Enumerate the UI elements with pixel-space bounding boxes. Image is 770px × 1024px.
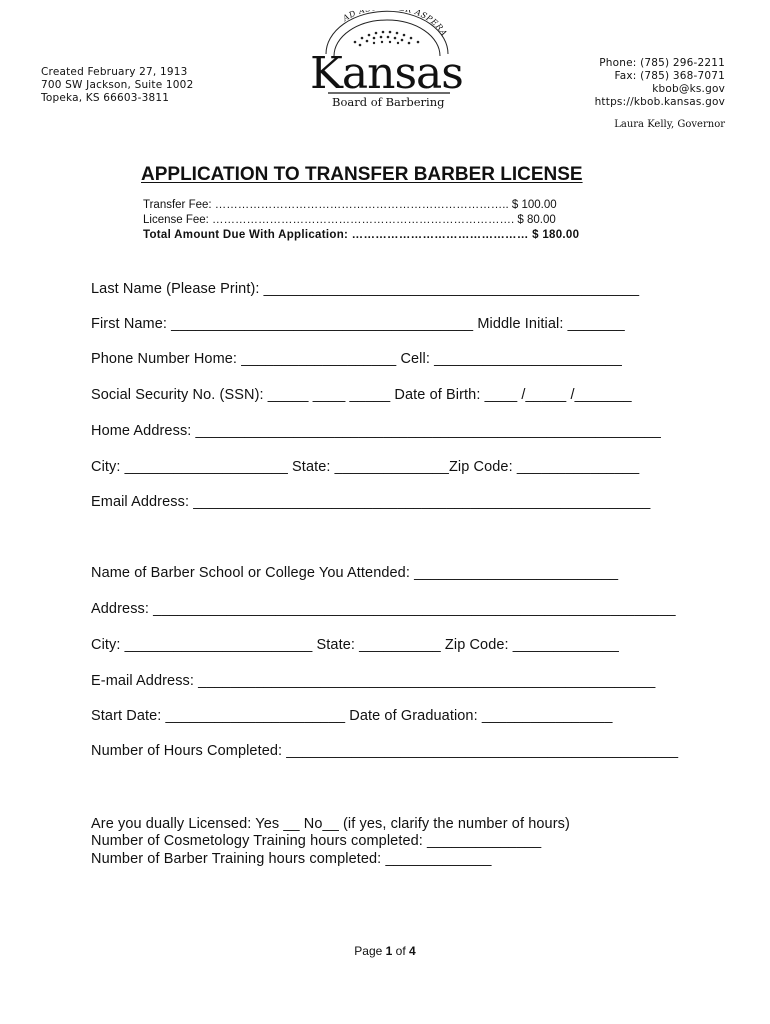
last-name-field[interactable]: Last Name (Please Print): ______________________________________________	[91, 281, 640, 297]
page-word: Page	[354, 944, 383, 958]
cosmetology-hours-field[interactable]: Number of Cosmetology Training hours completed: ______________	[91, 833, 542, 849]
email-field[interactable]: Email Address: ________________________________________________________	[91, 494, 651, 510]
total-due-line: Total Amount Due With Application: ……………………………………… $ 180.00	[143, 229, 580, 241]
logo-board-name: Board of Barbering	[332, 95, 445, 109]
city-state-zip-field[interactable]: City: ____________________ State: ______________Zip Code: _______________	[91, 459, 640, 475]
school-name-field[interactable]: Name of Barber School or College You Attended: _________________________	[91, 565, 619, 581]
first-name-field[interactable]: First Name: _____________________________________ Middle Initial: _______	[91, 316, 625, 332]
school-city-state-zip-field[interactable]: City: _______________________ State: __________ Zip Code: _____________	[91, 637, 619, 653]
logo-state-name: Kansas	[310, 48, 463, 99]
ssn-dob-field[interactable]: Social Security No. (SSN): _____ ____ _____ Date of Birth: ____ /_____ /_______	[91, 387, 632, 403]
barber-hours-field[interactable]: Number of Barber Training hours completed: _____________	[91, 851, 492, 867]
of-word: of	[395, 944, 406, 958]
stars-icon	[354, 31, 420, 47]
svg-text:AD ASTRA PER ASPERA	[341, 10, 449, 38]
phone-field[interactable]: Phone Number Home: ___________________ Cell: _______________________	[91, 351, 622, 367]
page-number	[0, 944, 770, 958]
phone-number: Phone: (785) 296-2211	[599, 57, 725, 69]
license-fee-line: License Fee: ……………………………………………………………………. $ 80.00	[143, 214, 556, 226]
agency-contact-block	[595, 57, 725, 109]
home-address-field[interactable]: Home Address: _________________________________________________________	[91, 423, 661, 439]
street-address: 700 SW Jackson, Suite 1002	[41, 79, 194, 91]
email-address: kbob@ks.gov	[652, 83, 725, 95]
logo-motto: AD A ASPERA	[341, 10, 449, 38]
fax-number: Fax: (785) 368-7071	[614, 70, 725, 82]
agency-address-block	[41, 66, 193, 105]
kansas-logo-graphic	[300, 10, 470, 110]
dual-license-question[interactable]: Are you dually Licensed: Yes __ No__ (if yes, clarify the number of hours)	[91, 816, 570, 832]
kansas-board-logo	[300, 10, 470, 110]
hours-completed-field[interactable]: Number of Hours Completed: ________________________________________________	[91, 743, 679, 759]
form-title: APPLICATION TO TRANSFER BARBER LICENSE	[141, 164, 583, 185]
start-graduation-date-field[interactable]: Start Date: ______________________ Date of Graduation: ________________	[91, 708, 613, 724]
city-address: Topeka, KS 66603-3811	[41, 92, 170, 104]
created-date: Created February 27, 1913	[41, 66, 188, 78]
school-address-field[interactable]: Address: ________________________________________________________________	[91, 601, 676, 617]
website: https://kbob.kansas.gov	[594, 96, 725, 108]
page-total: 4	[409, 944, 416, 958]
school-email-field[interactable]: E-mail Address: ________________________________________________________	[91, 673, 656, 689]
transfer-fee-line: Transfer Fee: ………………………………………………………………….. $ 100.00	[143, 199, 557, 211]
governor-name: Laura Kelly, Governor	[614, 119, 725, 130]
page-current: 1	[385, 944, 393, 958]
